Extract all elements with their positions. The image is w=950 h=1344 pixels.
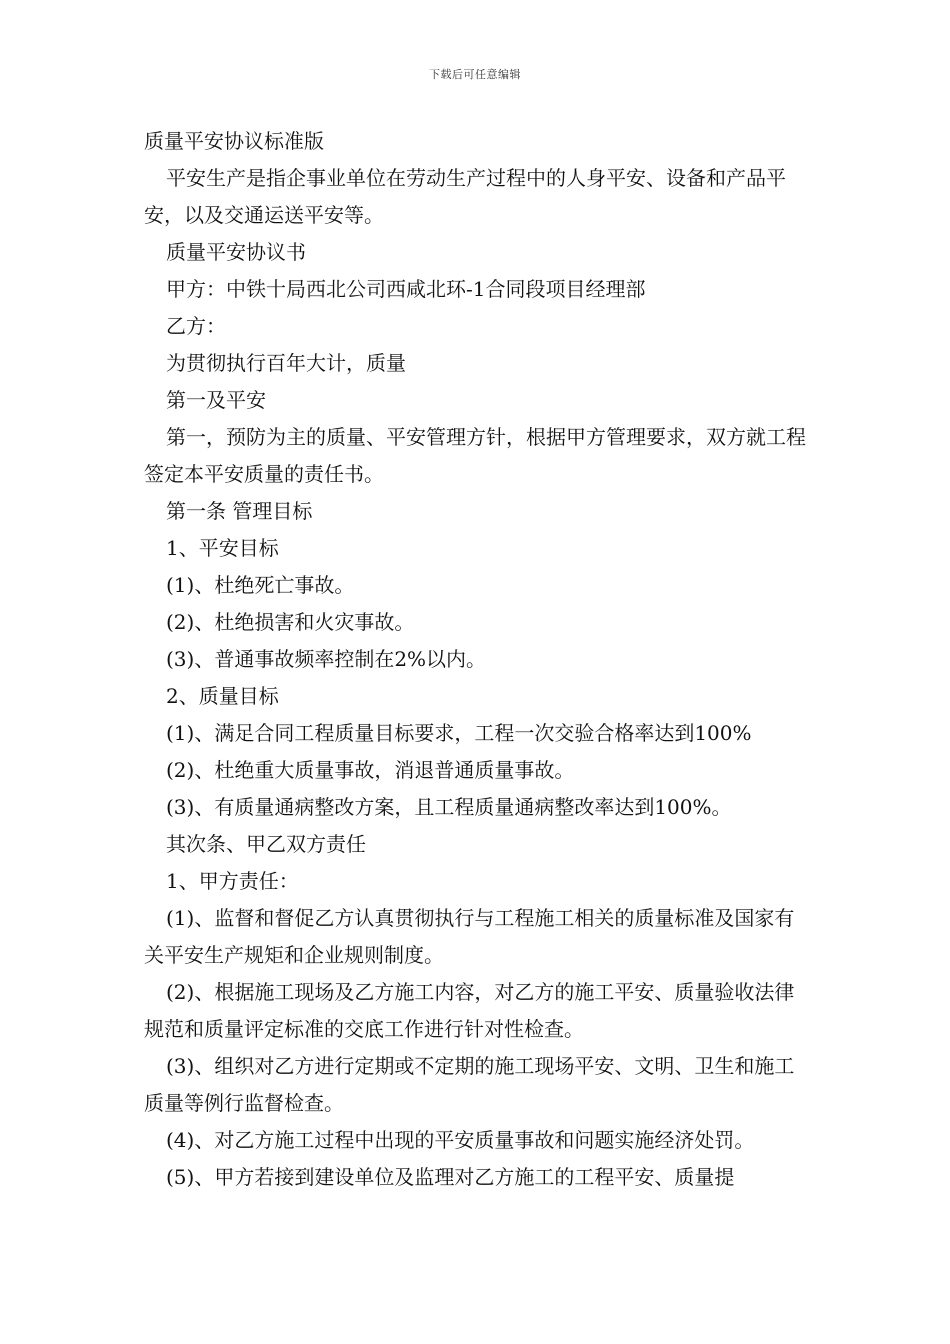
responsibility-item: (1)、监督和督促乙方认真贯彻执行与工程施工相关的质量标准及国家有关平安生产规矩和企业规则制度。 <box>144 906 795 967</box>
safety-item: (1)、杜绝死亡事故。 <box>166 573 355 597</box>
party-a-line: 甲方：中铁十局西北公司西咸北环-1合同段项目经理部 <box>166 277 646 301</box>
responsibility-item: (2)、根据施工现场及乙方施工内容，对乙方的施工平安、质量验收法律规范和质量评定标准的交底工作进行针对性检查。 <box>144 980 795 1041</box>
responsibility-item: (5)、甲方若接到建设单位及监理对乙方施工的工程平安、质量提 <box>166 1165 735 1189</box>
quality-item: (3)、有质量通病整改方案，且工程质量通病整改率达到100%。 <box>166 795 732 819</box>
party-b-line: 乙方： <box>166 314 226 338</box>
quality-item: (1)、满足合同工程质量目标要求，工程一次交验合格率达到100% <box>166 721 752 745</box>
article2-heading: 其次条、甲乙双方责任 <box>166 832 366 856</box>
responsibility-item: (4)、对乙方施工过程中出现的平安质量事故和问题实施经济处罚。 <box>166 1128 755 1152</box>
responsibility-item: (3)、组织对乙方进行定期或不定期的施工现场平安、文明、卫生和施工质量等例行监督检查。 <box>144 1054 795 1115</box>
document-body <box>144 123 808 1196</box>
first-safety-line: 第一及平安 <box>166 388 266 412</box>
party-a-responsibility-heading: 1、甲方责任： <box>166 869 299 893</box>
intro-paragraph: 平安生产是指企事业单位在劳动生产过程中的人身平安、设备和产品平安，以及交通运送平安等。 <box>144 166 786 227</box>
article1-heading: 第一条 管理目标 <box>166 499 313 523</box>
document-title: 质量平安协议标准版 <box>144 129 324 153</box>
safety-goal-heading: 1、平安目标 <box>166 536 279 560</box>
principle-paragraph: 第一，预防为主的质量、平安管理方针，根据甲方管理要求，双方就工程签定本平安质量的责任书。 <box>144 425 806 486</box>
page-header: 下载后可任意编辑 <box>429 68 521 81</box>
safety-item: (3)、普通事故频率控制在2%以内。 <box>166 647 487 671</box>
quality-item: (2)、杜绝重大质量事故，消退普通质量事故。 <box>166 758 575 782</box>
safety-item: (2)、杜绝损害和火灾事故。 <box>166 610 415 634</box>
purpose-line: 为贯彻执行百年大计，质量 <box>166 351 406 375</box>
agreement-title: 质量平安协议书 <box>166 240 306 264</box>
quality-goal-heading: 2、质量目标 <box>166 684 279 708</box>
